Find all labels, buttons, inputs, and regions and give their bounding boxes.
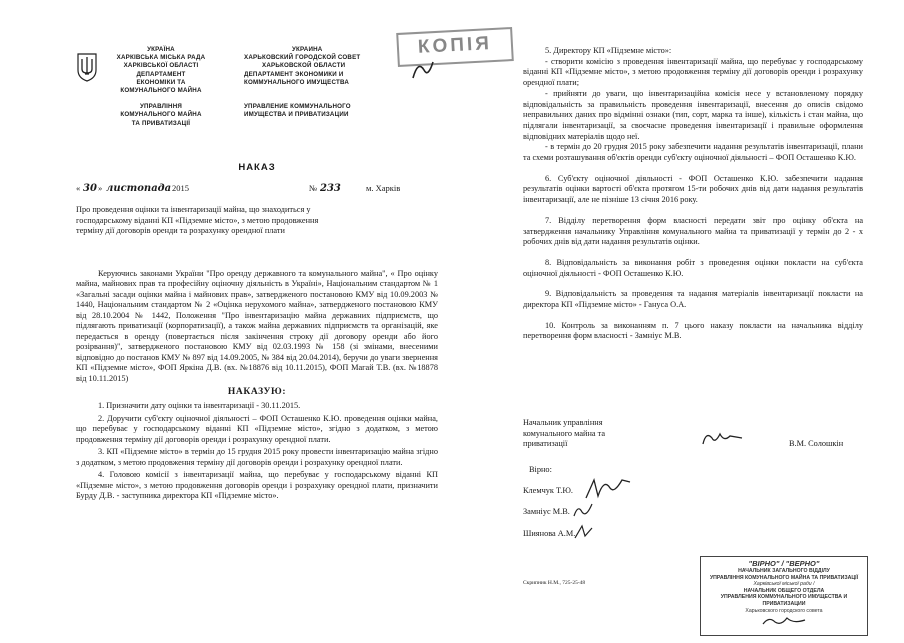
order-item-3: 3. КП «Підземне місто» в термін до 15 грудня 2015 року провести інвентаризацію майна згідно з додатком, з метою продовження терміну дії договорів оренди і розрахунку орендної плати. bbox=[76, 447, 438, 467]
order-item-5-sub-1: - створити комісію з проведення інвентаризації майна, що перебуває у господарському віданні КП «Підземне місто», з метою продовження терміну дії договорів оренди і розрахунку орендної плати; bbox=[523, 56, 863, 88]
signatory-name: В.М. Солошкін bbox=[789, 439, 844, 448]
order-item-7: 7. Відділу перетворення форм власності передати звіт про оцінку об'єкта на затвердження начальнику Управління комунального майна та приватизації у термін до 2 - х робочих днів від дати надання результатів оцінки. bbox=[523, 215, 863, 247]
letterhead-russian bbox=[244, 46, 414, 119]
order-subject: Про проведення оцінки та інвентаризації майна, що знаходиться у господарському віданні КП «Підземне місто», з метою продовження терміну дії договорів оренди та розрахунку орендної плати bbox=[76, 205, 319, 235]
ua-dept-3: КОМУНАЛЬНОГО МАЙНА bbox=[120, 87, 202, 95]
order-item-5-sub-3: - в термін до 20 грудня 2015 року забезпечити надання результатів інвентаризації, плани та схеми розташування об'єктів оренди суб'єкту оціночної діяльності – ФОП Осташенко К.Ю. bbox=[523, 142, 863, 163]
number-prefix: № bbox=[309, 183, 318, 193]
copy-stamp: КОПІЯ bbox=[396, 27, 514, 67]
position-line-3: приватизації bbox=[523, 439, 568, 448]
letterhead-ukrainian bbox=[96, 46, 226, 128]
trident-coat-of-arms-icon bbox=[76, 52, 98, 82]
stamp-signature-icon bbox=[759, 614, 809, 628]
approver-2: Замніус М.В. bbox=[523, 507, 570, 516]
order-item-2: 2. Доручити суб'єкту оціночної діяльності – ФОП Осташенко К.Ю. проведення оцінки майна, що перебуває у господарському віданні КП «Підземне місто», згідно з додатком, з метою продовження терміну дії договорів оренди і розрахунку орендної плати. bbox=[76, 413, 438, 444]
verno-stamp-line-7: Харьковского городского совета bbox=[745, 607, 823, 614]
verno-stamp-line-5: НАЧАЛЬНИК ОБЩЕГО ОТДЕЛА bbox=[743, 587, 825, 594]
head-signature-icon bbox=[700, 428, 746, 452]
order-heading: НАКАЗУЮ: bbox=[227, 387, 287, 397]
ru-region: ХАРЬКОВСКОЙ ОБЛАСТИ bbox=[262, 62, 346, 70]
ua-council: ХАРКІВСЬКА МІСЬКА РАДА bbox=[116, 54, 206, 62]
approver-1: Клемчук Т.Ю. bbox=[523, 486, 573, 495]
date-day: 30 bbox=[83, 183, 97, 194]
handwritten-mark-icon bbox=[410, 58, 436, 84]
ua-country: УКРАЇНА bbox=[147, 46, 175, 53]
verno-stamp-line-1: "ВІРНО" / "ВЕРНО" bbox=[748, 559, 820, 568]
letterhead bbox=[76, 46, 438, 146]
ua-mgmt-3: ТА ПРИВАТИЗАЦІЇ bbox=[131, 119, 191, 127]
ua-dept-1: ДЕПАРТАМЕНТ bbox=[136, 70, 186, 78]
ru-country: УКРАИНА bbox=[292, 46, 323, 53]
approver-3-signature-icon bbox=[572, 522, 596, 542]
order-item-5: 5. Директору КП «Підземне місто»: bbox=[545, 46, 672, 55]
date-open-quote: « bbox=[76, 183, 81, 193]
verno-stamp bbox=[700, 556, 868, 636]
ua-mgmt-1: УПРАВЛІННЯ bbox=[139, 103, 183, 111]
order-item-9: 9. Відповідальність за проведення та надання матеріалів інвентаризації покласти на директора КП «Підземне місто» - Гануса О.А. bbox=[523, 289, 863, 310]
right-column bbox=[523, 46, 863, 352]
verno-stamp-line-6: УПРАВЛЕНИЯ КОММУНАЛЬНОГО ИМУЩЕСТВА И ПРИВАТИЗАЦИИ bbox=[720, 594, 848, 607]
city: м. Харків bbox=[366, 183, 401, 193]
left-column bbox=[76, 46, 438, 504]
order-item-8: 8. Відповідальність за виконання робіт з проведення оцінки покласти на суб'єкта оціночної діяльності - ФОП Осташенко К.Ю. bbox=[523, 257, 863, 278]
ru-dept-1: ДЕПАРТАМЕНТ ЭКОНОМИКИ И bbox=[244, 70, 344, 78]
preamble: Керуючись законами України "Про оренду державного та комунального майна", « Про оцінку майна, майнових прав та професійну оціночну діяльність в Україні», Національним стандартом № 1 «Загальні засади оцінки майна і майнових прав», затвердженого постановою КМУ від 10.09.2003 № 1440, Національним стандартом № 2 «Оцінка нерухомого майна», затвердженого постановою КМУ від 28.10.2004 № 1442, Положення "Про інвентаризацію майна державних підприємств, що підлягають приватизації (корпоратизації), а також майна державних підприємств та організацій, яке передається в оренду (повертається після закінчення строку дії договору оренди або його розірвання)", затвердженого постановою КМУ від 02.03.1993 № 158 (зі змінами, внесеними відповідно до постанов КМУ № 897 від 14.09.2005, № 384 від 20.04.2014), беручи до уваги звернення КП «Підземне місто», ФОП Яркіна Д.В. (вх. №18876 від 10.11.2015), ФОП Магай Т.В. (вх. №18878 від 10.11.2015) bbox=[76, 268, 438, 383]
ru-council: ХАРЬКОВСКИЙ ГОРОДСКОЙ СОВЕТ bbox=[244, 54, 361, 62]
verno-label: Вірно: bbox=[529, 465, 552, 474]
ru-dept-2: КОММУНАЛЬНОГО ИМУЩЕСТВА bbox=[244, 78, 349, 86]
approver-3: Шиянова А.М. bbox=[523, 529, 576, 538]
date-close-quote: » bbox=[98, 183, 103, 193]
order-item-10: 10. Контроль за виконанням п. 7 цього наказу покласти на начальника відділу перетворення форм власності - Замніус М.В. bbox=[523, 320, 863, 341]
approver-2-signature-icon bbox=[572, 500, 596, 520]
verno-stamp-line-3: УПРАВЛІННЯ КОМУНАЛЬНОГО МАЙНА ТА ПРИВАТИЗАЦІЇ bbox=[709, 574, 859, 581]
date-number-line bbox=[76, 183, 438, 199]
date-year: 2015 bbox=[172, 183, 189, 193]
date-month: листопада bbox=[106, 183, 172, 194]
ua-region: ХАРКІВСЬКОЇ ОБЛАСТІ bbox=[123, 62, 199, 70]
document-title: НАКАЗ bbox=[238, 162, 276, 173]
order-item-5-sub-2: - прийняти до уваги, що інвентаризаційна комісія несе у встановленому порядку відповідальність за правильність проведення інвентаризації, внесення до описів свідомо неправильних даних про відмінні ознаки (тип, сорт, марка та інше), кількість і стан майна, що підлягали інвентаризації, за своєчасне проведення інвентаризації і правильне оформлення відповідних матеріалів щодо неї. bbox=[523, 88, 863, 141]
position-line-2: комунального майна та bbox=[523, 428, 606, 438]
ru-mgmt-1: УПРАВЛЕНИЕ КОММУНАЛЬНОГО bbox=[244, 103, 351, 111]
order-item-4: 4. Головою комісії з інвентаризації майна, що перебуває у господарському віданні КП «Підземне місто», з метою продовження договорів оренди і розрахунку орендної плати, призначити Бурду Д.В. - заступника директора КП «Підземне місто». bbox=[76, 470, 438, 500]
verno-stamp-line-2: НАЧАЛЬНИК ЗАГАЛЬНОГО ВІДДІЛУ bbox=[738, 568, 830, 574]
signatory-position bbox=[523, 418, 605, 450]
executor-note: Скрипник Н.М., 725-25-48 bbox=[523, 580, 586, 586]
position-line-1: Начальник управління bbox=[523, 418, 603, 427]
ua-dept-2: ЕКОНОМІКИ ТА bbox=[136, 78, 186, 86]
order-item-6: 6. Суб'єкту оціночної діяльності - ФОП Осташенко К.Ю. забезпечити надання результатів оцінки вартості об'єкта протягом 15-ти робочих днів від дати надання результатів інвентаризації, але не пізніше 13 січня 2016 року. bbox=[523, 173, 863, 205]
order-number: 233 bbox=[320, 183, 341, 194]
ua-mgmt-2: КОМУНАЛЬНОГО МАЙНА bbox=[120, 111, 202, 119]
verno-stamp-line-4: Харківської міської ради / bbox=[753, 581, 815, 588]
order-item-1: 1. Призначити дату оцінки та інвентаризації - 30.11.2015. bbox=[98, 401, 301, 410]
ru-mgmt-2: ИМУЩЕСТВА И ПРИВАТИЗАЦИИ bbox=[244, 111, 349, 119]
